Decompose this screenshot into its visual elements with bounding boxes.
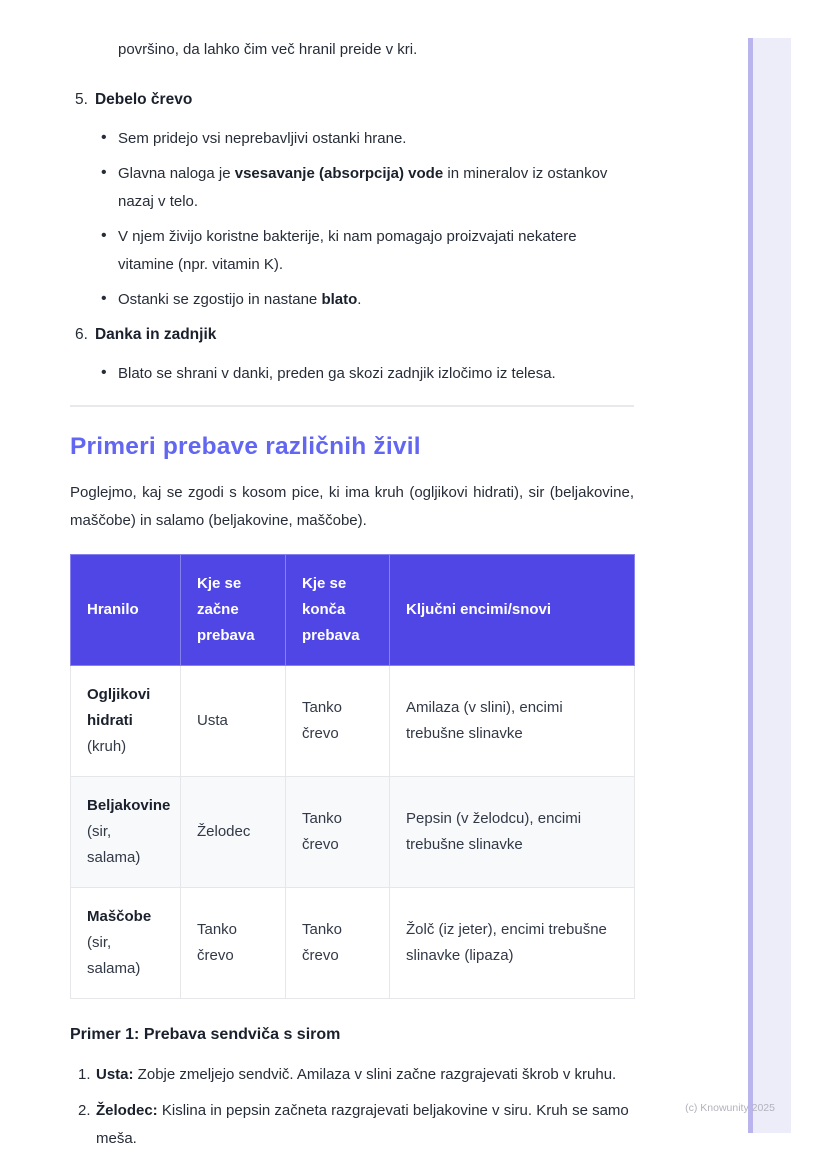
list-item-text: Glavna naloga je [118, 165, 235, 182]
cell-start: Tanko črevo [181, 888, 286, 999]
food-note: (kruh) [87, 738, 127, 755]
list-item [70, 223, 634, 279]
cell-enzymes: Žolč (iz jeter), encimi trebušne slinavke (lipaza) [390, 888, 635, 999]
digestion-table [70, 554, 635, 999]
bullet-list-danka [70, 360, 634, 388]
step-item [70, 1097, 634, 1153]
list-item-text: in mineralov iz ostankov nazaj v telo. [118, 165, 608, 210]
table-header-row [71, 555, 635, 666]
list-item [70, 160, 634, 216]
list-item [70, 286, 634, 314]
document-content [70, 0, 634, 1161]
cell-food [71, 888, 181, 999]
list-item-bold-text: vsesavanje (absorpcija) vode [234, 165, 444, 182]
list-item-text: Sem pridejo vsi neprebavljivi ostanki hrane. [118, 130, 407, 147]
food-name: Beljakovine [87, 797, 171, 814]
food-name: Ogljikovi hidrati [87, 686, 151, 729]
step-item [70, 1061, 634, 1089]
list-number: 6. [75, 326, 88, 343]
table-row [71, 777, 635, 888]
cell-enzymes: Pepsin (v želodcu), encimi trebušne slinavke [390, 777, 635, 888]
numbered-heading-title: Debelo črevo [94, 91, 193, 108]
copyright-notice: (c) Knowunity 2025 [685, 1102, 775, 1114]
column-header-hranilo: Hranilo [71, 555, 181, 666]
step-number: 1. [78, 1066, 91, 1083]
step-lead: Želodec: [96, 1102, 158, 1119]
content-divider [70, 405, 634, 407]
page-scrollbar-track[interactable] [748, 38, 791, 1133]
paragraph-continuation: površino, da lahko čim več hranil preide v kri. [118, 41, 418, 58]
list-item-bold-text: blato [321, 291, 358, 308]
step-lead: Usta: [96, 1066, 134, 1083]
bullet-list-debelo-crevo [70, 125, 634, 314]
example-heading: Primer 1: Prebava sendviča s sirom [70, 1026, 341, 1043]
cell-food [71, 777, 181, 888]
step-text: Zobje zmeljejo sendvič. Amilaza v slini začne razgrajevati škrob v kruhu. [133, 1066, 617, 1083]
column-header-konca: Kje se konča prebava [286, 555, 390, 666]
list-item [70, 125, 634, 153]
numbered-heading-6 [75, 321, 634, 349]
cell-end: Tanko črevo [286, 666, 390, 777]
cell-start: Usta [181, 666, 286, 777]
step-text: Kislina in pepsin začneta razgrajevati beljakovine v siru. Kruh se samo meša. [96, 1102, 629, 1147]
food-name: Maščobe [87, 908, 152, 925]
list-item-text: Blato se shrani v danki, preden ga skozi zadnjik izločimo iz telesa. [118, 365, 556, 382]
cell-food [71, 666, 181, 777]
table-row [71, 888, 635, 999]
example-steps-list [70, 1061, 634, 1153]
food-note: (sir, salama) [87, 823, 141, 866]
numbered-heading-5 [75, 86, 634, 114]
column-header-encimi: Ključni encimi/snovi [390, 555, 635, 666]
list-item [70, 360, 634, 388]
cell-end: Tanko črevo [286, 777, 390, 888]
table-row [71, 666, 635, 777]
step-number: 2. [78, 1102, 91, 1119]
food-note: (sir, salama) [87, 934, 141, 977]
section-heading: Primeri prebave različnih živil [70, 433, 421, 460]
intro-paragraph: Poglejmo, kaj se zgodi s kosom pice, ki ima kruh (ogljikovi hidrati), sir (beljakovine, maščobe) in salamo (beljakovine, maščobe). [70, 484, 634, 529]
list-number: 5. [75, 91, 88, 108]
list-item-text: V njem živijo koristne bakterije, ki nam pomagajo proizvajati nekatere vitamine (npr. vitamin K). [118, 228, 577, 273]
cell-enzymes: Amilaza (v slini), encimi trebušne slinavke [390, 666, 635, 777]
cell-end: Tanko črevo [286, 888, 390, 999]
numbered-heading-title: Danka in zadnjik [94, 326, 217, 343]
list-item-text: . [357, 291, 362, 308]
cell-start: Želodec [181, 777, 286, 888]
column-header-zacne: Kje se začne prebava [181, 555, 286, 666]
list-item-text: Ostanki se zgostijo in nastane [118, 291, 322, 308]
